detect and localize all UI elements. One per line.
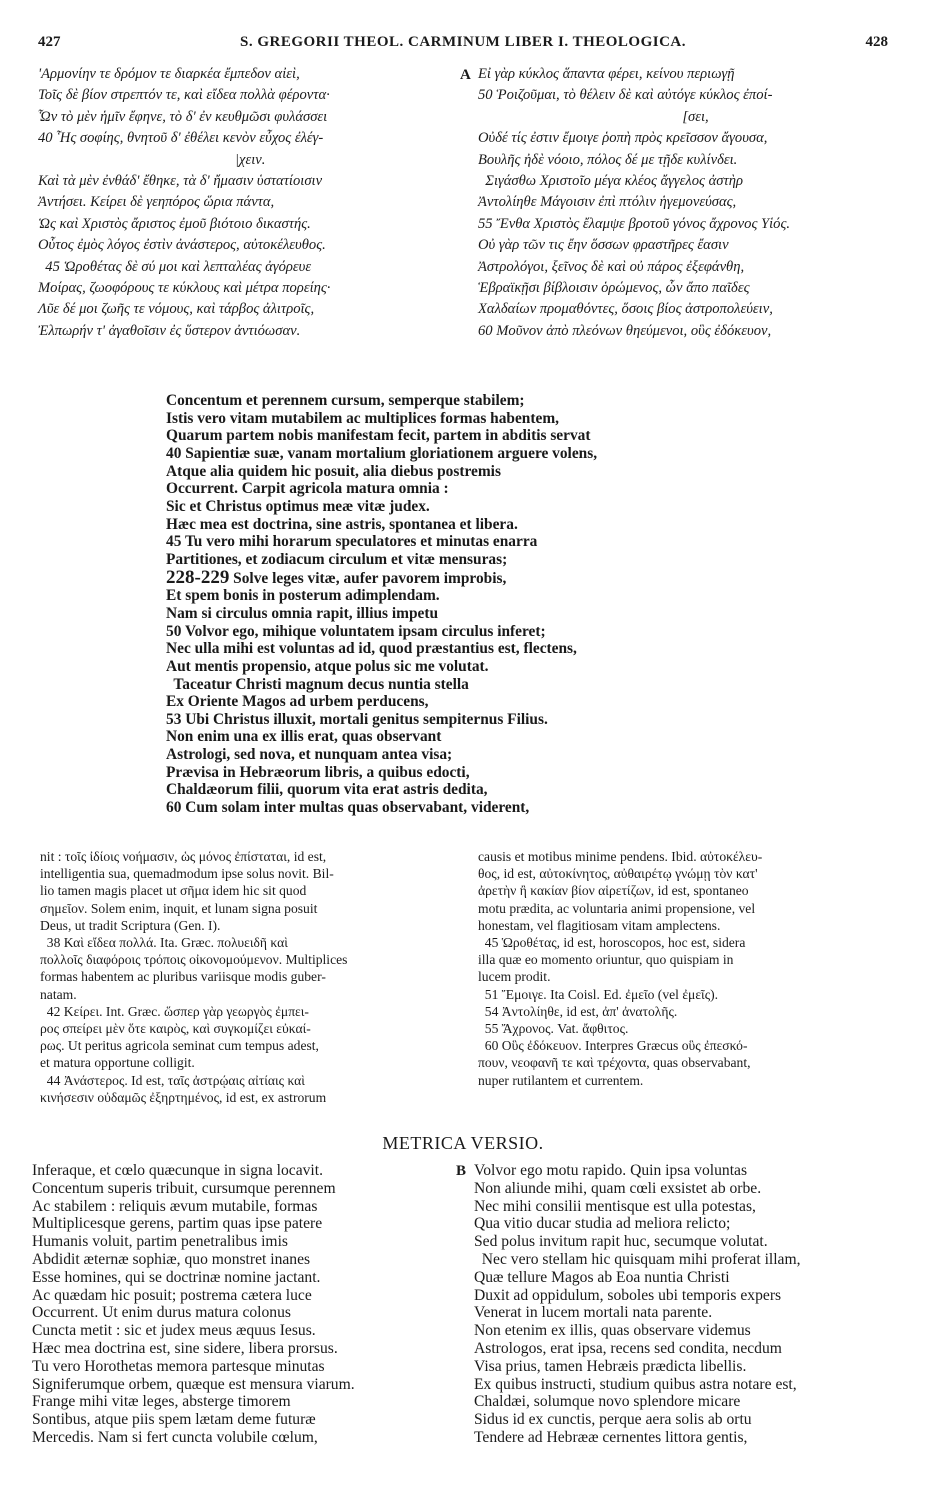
- greek-verse-line: 50 Ῥοιζοῦμαι, τὸ θέλειν δὲ καὶ αὐτόγε κύκλος ἐποί-: [478, 87, 773, 104]
- metrica-verse-line: Cuncta metit : sic et judex meus æquus Iesus.: [32, 1322, 316, 1340]
- metrica-verse-line: Non aliunde mihi, quam cœli exsistet ab orbe.: [474, 1179, 762, 1197]
- latin-verse-line: Non enim una ex illis erat, quas observant: [166, 728, 442, 746]
- page-number-right: 428: [865, 34, 888, 50]
- section-marker-a: A: [460, 67, 471, 83]
- footnote-line: intelligentia sua, quemadmodum ipse solus novit. Bil-: [40, 866, 334, 882]
- metrica-verse-line: Nec mihi consilii mentisque est ulla potestas,: [474, 1197, 756, 1215]
- latin-verse-line: Et spem bonis in posterum adimplendam.: [166, 587, 440, 605]
- latin-verse-line: Chaldæorum filii, quorum vita erat astris dedita,: [166, 781, 488, 799]
- latin-verse-line: 40 Sapientiæ suæ, vanam mortalium gloriationem arguere volens,: [166, 444, 598, 462]
- metrica-verse-line: Quæ tellure Magos ab Eoa nuntia Christi: [474, 1268, 730, 1286]
- metrica-verse-line: Abdidit æternæ sophiæ, quo monstret inanes: [32, 1250, 311, 1268]
- metrica-verse-line: Ex quibus instructi, studium quibus astra notare est,: [474, 1375, 797, 1393]
- metrica-verse-line: Multiplicesque gerens, partim quas ipse patere: [32, 1215, 323, 1233]
- latin-verse-line: Occurrent. Carpit agricola matura omnia :: [166, 480, 449, 498]
- footnote-line: 38 Καὶ εἴδεα πολλά. Ita. Græc. πολυειδῆ καὶ: [40, 935, 288, 951]
- metrica-verse-line: Visa prius, tamen Hebræis prædicta libellis.: [474, 1357, 747, 1375]
- greek-text-left-column: [38, 64, 458, 342]
- metrica-right-column: [474, 1162, 904, 1447]
- metrica-verse-line: Humanis voluit, partim penetralibus imis: [32, 1233, 288, 1251]
- latin-verse-line: Quarum partem nobis manifestam fecit, partem in abditis servat: [166, 427, 591, 445]
- greek-verse-line: Τοῖς δὲ βίον στρεπτόν τε, καὶ εἴδεα πολλὰ φέροντα·: [38, 87, 330, 104]
- running-title: S. GREGORII THEOL. CARMINUM LIBER I. THEOLOGICA.: [239, 34, 687, 50]
- metrica-verse-line: Signiferumque orbem, quæque est mensura viarum.: [32, 1375, 355, 1393]
- latin-verse-line: Nam si circulus omnia rapit, illius impetu: [166, 604, 439, 622]
- footnote-line: motu prædita, ac voluntaria animi propensione, vel: [478, 900, 756, 916]
- greek-verse-line: Χαλδαίων προμαθόντες, ὅσοις βίος ἀστροπολεύειν,: [478, 301, 773, 318]
- metrica-verse-line: Venerat in lucem mortali nata parente.: [474, 1304, 713, 1322]
- greek-text-right-column: [478, 64, 898, 342]
- greek-verse-line: Σιγάσθω Χριστοῖο μέγα κλέος ἄγγελος ἀστὴρ: [478, 173, 743, 190]
- latin-verse-line: 228-229 Solve leges vitæ, aufer pavorem improbis,: [166, 566, 507, 588]
- footnote-line: 60 Οὓς ἐδόκευον. Interpres Græcus οὓς ἐπεσκό-: [478, 1038, 748, 1054]
- latin-verse-line: Sic et Christus optimus meæ vitæ judex.: [166, 497, 430, 515]
- metrica-verse-line: Occurrent. Ut enim durus matura colonus: [32, 1304, 291, 1322]
- metrica-versio-heading: METRICA VERSIO.: [382, 1133, 544, 1153]
- greek-verse-line: Ἀστρολόγοι, ξεῖνος δὲ καὶ οὐ πάρος ἐξεφάνθη,: [478, 258, 745, 275]
- metrica-verse-line: Frange mihi vitæ leges, absterge timorem: [32, 1393, 291, 1411]
- footnote-line: ἀρετὴν ἢ κακίαν βίον αἱρετίζων, id est, spontaneo: [478, 883, 749, 899]
- footnotes-right-column: [478, 848, 898, 1089]
- greek-verse-line: Ἐλπωρήν τ' ἀγαθοῖσιν ἐς ὕστερον ἀντιόωσαν.: [38, 322, 301, 339]
- footnote-line: honestam, vel flagitiosam vitam amplectens.: [478, 917, 721, 933]
- greek-verse-line: Βουλῆς ἠδὲ νόοιο, πόλος δέ με τῇδε κυλίνδει.: [478, 151, 738, 168]
- footnote-line: θος, id est, αὐτοκίνητος, αὐθαιρέτῳ γνώμῃ τὸν κατ': [478, 866, 758, 882]
- footnote-line: ρως. Ut peritus agricola seminat cum tempus adest,: [40, 1038, 319, 1054]
- latin-verse-line: Aut mentis propensio, atque polus sic me volutat.: [166, 657, 489, 675]
- latin-verse-line: 50 Volvor ego, mihique voluntatem ipsam circulus inferet;: [166, 622, 546, 640]
- latin-verse-line: Partitiones, et zodiacum circulum et vitæ mensuras;: [166, 550, 508, 568]
- footnote-line: illa quæ eo momento oriuntur, quo quispiam in: [478, 952, 734, 968]
- footnote-line: κινήσεσιν οὐδαμῶς ἐξηρτημένος, id est, ex astrorum: [40, 1089, 327, 1105]
- metrica-verse-line: Ac quædam hic posuit; postrema cætera luce: [32, 1286, 312, 1304]
- footnote-line: natam.: [40, 986, 77, 1002]
- greek-verse-line: Καὶ τὰ μὲν ἐνθάδ' ἔθηκε, τὰ δ' ἤμασιν ὑστατίοισιν: [38, 173, 323, 190]
- metrica-verse-line: Volvor ego motu rapido. Quin ipsa voluntas: [474, 1162, 748, 1179]
- greek-verse-line: Οὐδέ τίς ἐστιν ἔμοιγε ῥοπὴ πρὸς κρεῖσσον ἄγουσα,: [478, 130, 768, 147]
- metrica-verse-line: Astrologos, erat ipsa, recens sed condita, necdum: [474, 1339, 782, 1357]
- greek-verse-line: Ἀντολίηθε Μάγοισιν ἐπὶ πτόλιν ἡγεμονεύσας,: [478, 194, 737, 211]
- greek-verse-line: Ὧν τὸ μὲν ἡμῖν ἔφηνε, τὸ δ' ἐν κευθμῶσι φυλάσσει: [38, 108, 328, 125]
- latin-verse-line: 60 Cum solam inter multas quas observabant, viderent,: [166, 799, 530, 817]
- footnote-line: 45 Ὡροθέτας, id est, horoscopos, hoc est, sidera: [478, 935, 746, 951]
- metrica-verse-line: Duxit ad oppidulum, soboles ubi temporis expers: [474, 1286, 782, 1304]
- metrica-verse-line: Inferaque, et cœlo quæcunque in signa locavit.: [32, 1162, 323, 1179]
- latin-verse-line: 45 Tu vero mihi horarum speculatores et minutas enarra: [166, 533, 538, 551]
- latin-verse-line: Prævisa in Hebræorum libris, a quibus edocti,: [166, 763, 470, 781]
- metrica-verse-line: Tendere ad Hebrææ cernentes littora gentis,: [474, 1428, 748, 1446]
- greek-verse-line: 'Αρμονίην τε δρόμον τε διαρκέα ἔμπεδον αἰεὶ,: [38, 66, 300, 82]
- metrica-verse-line: Concentum superis tribuit, cursumque perennem: [32, 1179, 336, 1197]
- footnote-line: πολλοῖς διαφόροις τρόποις οἰκονομούμενον. Multiplices: [40, 952, 348, 968]
- greek-verse-line: Λῦε δέ μοι ζωῆς τε νόμους, καὶ τάρβος ἀλιτροῖς,: [38, 301, 315, 318]
- latin-verse-line: Concentum et perennem cursum, semperque stabilem;: [166, 392, 525, 409]
- greek-verse-line: Οὐ γὰρ τῶν τις ἔην ὅσσων φραστῆρες ἔασιν: [478, 237, 729, 254]
- latin-verse-line: Taceatur Christi magnum decus nuntia stella: [166, 675, 469, 693]
- metrica-verse-line: Ac stabilem : reliquis ævum mutabile, formas: [32, 1197, 318, 1215]
- metrica-verse-line: Sontibus, atque piis spem lætam deme futuræ: [32, 1411, 316, 1429]
- section-marker-b: B: [456, 1163, 467, 1179]
- footnote-line: nit : τοῖς ἰδίοις νοήμασιν, ὡς μόνος ἐπίσταται, id est,: [40, 849, 327, 864]
- greek-verse-line: 55 Ἔνθα Χριστὸς ἔλαμψε βροτοῦ γόνος ἄχρονος Υἱός.: [478, 215, 791, 232]
- footnote-line: 42 Κείρει. Int. Græc. ὥσπερ γὰρ γεωργὸς ἐμπει-: [40, 1003, 309, 1019]
- metrica-verse-line: Non etenim ex illis, quas observare videmus: [474, 1322, 751, 1340]
- footnote-line: lio tamen magis placet ut σῆμα idem hic sit quod: [40, 883, 307, 899]
- metrica-verse-line: Mercedis. Nam si fert cuncta volubile cœlum,: [32, 1428, 318, 1446]
- footnotes-left-column: [40, 848, 460, 1106]
- greek-verse-line: Μοίρας, ζωοφόρους τε κύκλους καὶ μέτρα πορείης·: [38, 280, 331, 297]
- greek-verse-line: Ἀντήσει. Κείρει δὲ γεηπόρος ὥρια πάντα,: [38, 194, 275, 211]
- latin-verse-line: Istis vero vitam mutabilem ac multiplices formas habentem,: [166, 409, 559, 427]
- footnote-line: ρος σπείρει μὲν ὅτε καιρὸς, καὶ συγκομίζει εὐκαί-: [40, 1021, 311, 1037]
- greek-verse-line: 60 Μοῦνον ἀπὸ πλεόνων θηεύμενοι, οὓς ἐδόκευον,: [478, 322, 772, 339]
- running-header: [38, 34, 888, 58]
- footnote-line: 54 Ἀντολίηθε, id est, ἀπ' ἀνατολῆς.: [478, 1003, 678, 1019]
- footnote-line: πουν, νεοφανῆ τε καὶ τρέχοντα, quas observabant,: [478, 1055, 751, 1071]
- footnote-line: σημεῖον. Solem enim, inquit, et lunam signa posuit: [40, 900, 318, 916]
- footnote-line: causis et motibus minime pendens. Ibid. αὐτοκέλευ-: [478, 849, 763, 864]
- page-number-left: 427: [38, 34, 61, 50]
- greek-verse-line: Εἰ γὰρ κύκλος ἅπαντα φέρει, κείνου περιωγῇ: [478, 66, 735, 82]
- greek-verse-line: |χειν.: [38, 151, 266, 168]
- metrica-verse-line: Sed polus invitum rapit huc, secumque volutat.: [474, 1233, 768, 1251]
- metrica-left-column: [32, 1162, 452, 1447]
- footnote-line: 44 Ἀνάστερος. Id est, ταῖς ἀστρῴαις αἰτίαις καὶ: [40, 1072, 305, 1088]
- footnote-line: formas habentem ac pluribus variisque modis guber-: [40, 969, 326, 985]
- latin-verse-line: 53 Ubi Christus illuxit, mortali genitus sempiternus Filius.: [166, 710, 548, 728]
- greek-verse-line: 40 Ἧς σοφίης, θνητοῦ δ' ἐθέλει κενὸν εὖχος ἐλέγ-: [38, 130, 324, 147]
- metrica-verse-line: Sidus id ex cunctis, perque aera solis ab ortu: [474, 1411, 752, 1429]
- metrica-verse-line: Tu vero Horothetas memora partesque minutas: [32, 1357, 325, 1375]
- latin-verse-line: Hæc mea est doctrina, sine astris, spontanea et libera.: [166, 515, 518, 533]
- greek-verse-line: [σει,: [478, 108, 709, 125]
- greek-verse-line: 45 Ὡροθέτας δὲ σύ μοι καὶ λεπταλέας ἀγόρευε: [38, 258, 312, 275]
- latin-verse-line: Atque alia quidem hic posuit, alia diebus postremis: [166, 462, 501, 480]
- metrica-verse-line: Esse homines, qui se doctrinæ nomine jactant.: [32, 1268, 321, 1286]
- footnote-line: nuper rutilantem et currentem.: [478, 1072, 644, 1088]
- footnote-line: Deus, ut tradit Scriptura (Gen. I).: [40, 917, 221, 933]
- footnote-line: lucem prodit.: [478, 969, 551, 985]
- metrica-verse-line: Qua vitio ducar studia ad meliora relicto;: [474, 1215, 731, 1233]
- footnote-line: 51 Ἔμοιγε. Ita Coisl. Ed. ἐμεῖο (vel ἐμεῖς).: [478, 986, 719, 1002]
- metrica-verse-line: Nec vero stellam hic quisquam mihi proferat illam,: [474, 1250, 801, 1268]
- section-number: 228-229: [166, 566, 230, 588]
- latin-verse-line: Ex Oriente Magos ad urbem perducens,: [166, 693, 429, 711]
- metrica-verse-line: Hæc mea doctrina est, sine sidere, libera prorsus.: [32, 1339, 338, 1357]
- latin-verse-line: Nec ulla mihi est voluntas ad id, quod præstantius est, flectens,: [166, 640, 577, 658]
- metrica-verse-line: Chaldæi, solumque novo splendore micare: [474, 1393, 741, 1411]
- latin-translation: [166, 392, 786, 817]
- latin-verse-line: Astrologi, sed nova, et nunquam antea visa;: [166, 746, 453, 764]
- footnote-line: et matura opportune colligit.: [40, 1055, 195, 1071]
- greek-verse-line: Οὗτος ἐμὸς λόγος ἐστὶν ἀνάστερος, αὐτοκέλευθος.: [38, 237, 326, 254]
- footnote-line: 55 Ἄχρονος. Vat. ἄφθιτος.: [478, 1021, 629, 1037]
- greek-verse-line: Ὡς καὶ Χριστὸς ἄριστος ἐμοῦ βιότοιο δικαστής.: [38, 215, 311, 232]
- greek-verse-line: Ἑβραϊκῇσι βίβλοισιν ὁρώμενος, ὧν ἄπο παῖδες: [478, 280, 750, 297]
